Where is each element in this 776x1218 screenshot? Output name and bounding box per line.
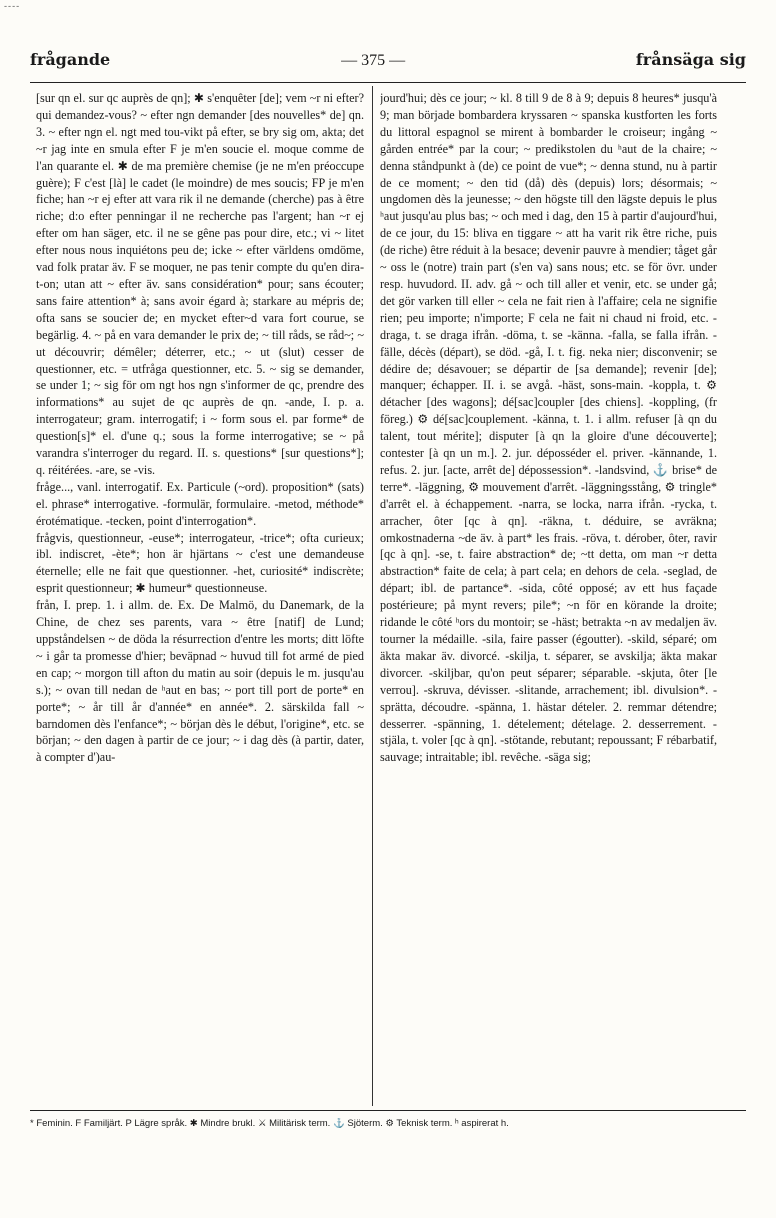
header-last-word: frånsäga sig <box>635 50 746 69</box>
entry-paragraph: [sur qn el. sur qc auprès de qn]; ✱ s'enquêter [de]; vem ~r ni efter? qui demandez-vous? ~ efter ngn demander [des nouvelles* de] qn. 3. ~ efter ngn el. ngt med tou-vikt på efter, se bry sig om, akta; det ~r jag inte en smula efter F je m'en soucie el. moque comme de l'an quarante el. ✱ de ma première chemise (je ne m'en préoccupe guère); F c'est [là] le cadet (le moindre) de mes soucis; FP je m'en fiche; han ~r ej efter att vara rik il ne demande (cherche) pas à être riche; d:o efter penningar il ne recherche pas l'argent; han ~r ej efter om han säger, etc. il ne se gêne pas pour dire, etc.; vi ~ litet efter nous nous inquiétons peu de; icke ~ efter världens omdöme, vad folk pratar äv. F se moquer, ne pas tenir compte du qu'en dira-t-on; utan att ~ efter äv. sans considération* pour; sans écouter; sans faire attention* à; sans avoir égard à; starkare au mépris de; ofta sans se soucier de; en mycket efter~d vara fort courue, se begärlig. 4. ~ på en vara demander le prix de; ~ till råds, se råd~; ~ ut découvrir; démêler; déterrer, etc.; ~ ut (slut) cesser de questionner, etc. = utfråga questionner, etc. 5. ~ sig se demander, se under 1; ~ sig för om ngt hos ngn s'informer de qc, prendre des informations* au sujet de qc auprès de qn. -ande, I. p. a. interrogateur; gram. interrogatif; i ~ form sous el. par forme* de question[s]* el. d'une q.; sous la forme interrogative; se ~ på varandra s'interroger du regard. II. s. questions* [sur questions*]; q. réitérées. -are, se -vis. <box>36 91 364 477</box>
page-header <box>30 50 746 74</box>
left-column <box>36 90 364 1105</box>
footer-rule <box>30 1110 746 1111</box>
entry-paragraph: frågvis, questionneur, -euse*; interrogateur, -trice*; ofta curieux; ibl. indiscret, -ète*; hon är hjärtans ~ c'est une demandeuse éternelle; elle ne fait que questionner. -het, curiosité* indiscrète; esprit questionneur; ✱ humeur* questionneuse. <box>36 530 364 596</box>
corner-mark: ---- <box>4 2 21 12</box>
entry-paragraph: från, I. prep. 1. i allm. de. Ex. De Malmö, du Danemark, de la Chine, de chez ses parents, vara ~ être [natif] de Lund; uppståndelsen ~ de döda la résurrection d'entre les morts; ditt löfte ~ i går ta promesse d'hier; beväpnad ~ huvud till fot armé de pied en cap; ~ morgon till afton du matin au soir (depuis le m. jusqu'au s.); ~ ovan till nedan de ʰaut en bas; ~ port till port de porte* en porte*; ~ år till år d'année* en année*. 2. särskilda fall ~ barndomen dès l'enfance*; ~ början dès le début, l'origine*, etc. se början; ~ den dagen à partir de ce jour; ~ i dag dès (à partir, dater, à compter d')au- <box>36 598 364 765</box>
header-rule <box>30 82 746 83</box>
entry-paragraph: fråge..., vanl. interrogatif. Ex. Particule (~ord). proposition* (sats) el. phrase* interrogative. -formulär, formulaire. -metod, méthode* érotématique. -tecken, point d'interrogation*. <box>36 479 364 528</box>
page-number: — 375 — <box>341 52 406 69</box>
right-column <box>380 90 717 1105</box>
header-first-word: frågande <box>30 50 111 69</box>
entry-paragraph: jourd'hui; dès ce jour; ~ kl. 8 till 9 de 8 à 9; depuis 8 heures* jusqu'à 9; man började bombardera kryssaren ~ spanska kustforten les forts du littoral espagnol se mirent à bombarder le croiseur; ingång ~ gården entrée* par la cour; ~ predikstolen du ʰaut de la chaire; ~ denna ståndpunkt à (de) ce point de vue*; ~ denna stund, nu à partir de ce moment; ~ den tid (då) dès (depuis) lors; désormais; ~ ungdomen dès la jeunesse; ~ den högste till den lägste depuis le plus ʰaut jusqu'au plus bas; ~ och med i dag, den 15 à partir d'aujourd'hui, de ce jour, du 15: bliva en tiggare ~ att ha varit rik être riche, puis (de riche) être réduit à la besace; devenir pauvre à mendier; tåget går ~ oss le (notre) train part (s'en va) sans nous; etc. se för övr. under resp. huvudord. II. adv. gå ~ och till aller et venir, etc. se under gå; det gör varken till eller ~ cela ne fait rien à l'affaire; cela ne signifie rien; peu importe; n'importe; F cela ne fait ni chaud ni froid, etc. -draga, t. se draga ifrån. -döma, t. se -känna. -falla, se falla ifrån. -fälle, décès (départ), se död. -gå, I. t. fig. neka nier; disconvenir; se dédire de; désavouer; se départir de [sa demande]; revenir [de]; manquer; échapper. II. i. se avgå. -häst, sons-main. -koppla, t. ⚙ détacher [des wagons]; dé[sac]coupler [des chiens]. -koppling, (fr föreg.) ⚙ dé[sac]couplement. -känna, t. 1. i allm. refuser [à qn du talent, tout mérite]; disputer [à qn la gloire d'une découverte]; contester [à qn un m.]. 2. jur. déposséder el. priver. -kännande, 1. refus. 2. jur. [acte, arrêt de] dépossession*. -landsvind, ⚓ brise* de terre*. -läggning, ⚙ mouvement d'arrêt. -läggningsstång, ⚙ tringle* d'arrêt el. à échappement. -narra, se locka, narra ifrån. -rycka, t. arracher, ôter [qc à qn]. -räkna, t. déduire, se avräkna; omkostnaderna ~de äv. à part* les frais. -röva, t. dérober, ôter, ravir [qc à qn]. -se, t. faire abstraction* de; ~tt detta, om man ~r detta abstraction* faite de cela; à part cela; en dehors de cela. -seglad, de départ; ibl. de partance*. -sida, côté opposé; av ett hus façade postérieure; på mynt revers; pile*; ~n för en körande la droite; ridande le côté ʰors du montoir; se -häst; betrakta ~n av medaljen äv. tourner la médaille. -sila, faire passer (égoutter). -skild, séparé; om äkta makar äv. divorcé. -skilja, t. séparer, se avskilja; äkta makar divorcer. -skiljbar, qu'on peut séparer; séparable. -skjuta, ôter [le verrou]. -skruva, dévisser. -slitande, arrachement; ibl. divulsion*. -sprätta, découdre. -spänna, 1. hästar dételer. 2. remmar détendre; desserrer. -spänning, 1. dételement; dételage. 2. desserrement. -stjäla, t. voler [qc à qn]. -stötande, rebutant; repoussant; F rébarbatif, sauvage; intraitable; ibl. revêche. -säga sig; <box>380 91 717 765</box>
column-divider <box>372 86 373 1106</box>
abbreviation-legend: * Feminin. F Familjärt. P Lägre språk. ✱ Mindre brukl. ⚔ Militärisk term. ⚓ Sjöterm. ⚙ Teknisk term. ʰ aspirerat h. <box>30 1118 509 1129</box>
